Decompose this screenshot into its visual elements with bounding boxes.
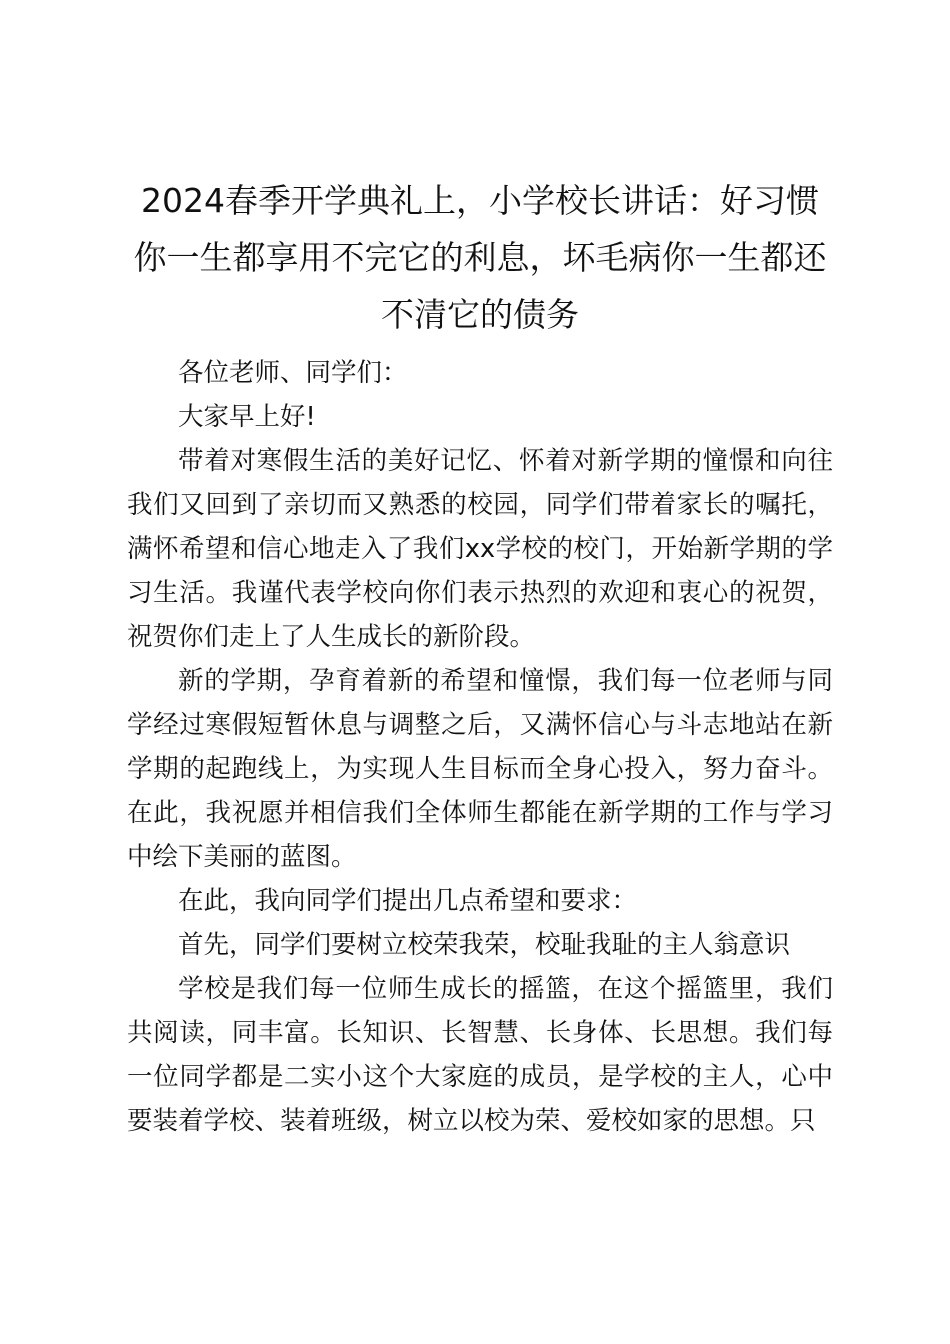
body-paragraph: 在此，我向同学们提出几点希望和要求： [178,886,638,916]
salutation-paragraph: 大家早上好! [178,402,316,432]
section-heading-paragraph: 首先，同学们要树立校荣我荣，校耻我耻的主人翁意识 [178,930,791,960]
document-title: 2024春季开学典礼上，小学校长讲话：好习惯你一生都享用不完它的利息，坏毛病你一生都还不清它的债务 [133,181,827,334]
body-paragraph: 新的学期，孕育着新的希望和憧憬，我们每一位老师与同学经过寒假短暂休息与调整之后，又满怀信心与斗志地站在新学期的起跑线上，为实现人生目标而全身心投入，努力奋斗。在此，我祝愿并相信我们全体师生都能在新学期的工作与学习中绘下美丽的蓝图。 [127,666,833,872]
body-paragraph: 学校是我们每一位师生成长的摇篮，在这个摇篮里，我们共阅读，同丰富。长知识、长智慧、长身体、长思想。我们每一位同学都是二实小这个大家庭的成员，是学校的主人，心中要装着学校、装着班级，树立以校为荣、爱校如家的思想。只 [127,974,833,1136]
document-page [127,172,833,1143]
greeting-paragraph: 各位老师、同学们： [178,358,408,388]
body-paragraph: 带着对寒假生活的美好记忆、怀着对新学期的憧憬和向往我们又回到了亲切而又熟悉的校园，同学们带着家长的嘱托，满怀希望和信心地走入了我们xx学校的校门，开始新学期的学习生活。我谨代表学校向你们表示热烈的欢迎和衷心的祝贺，祝贺你们走上了人生成长的新阶段。 [127,446,833,652]
